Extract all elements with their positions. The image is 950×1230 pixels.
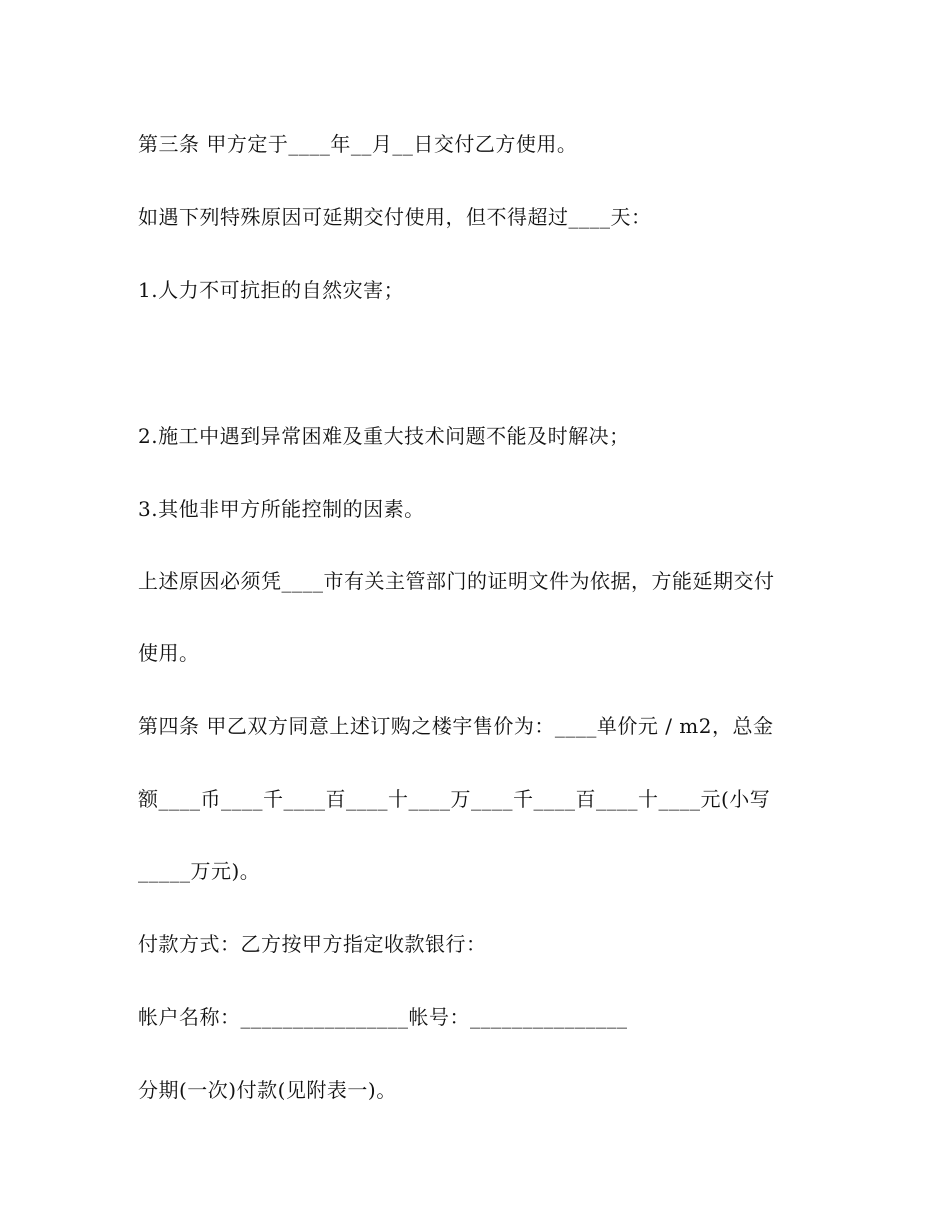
certification-requirement-cont: 使用。 [138, 641, 200, 665]
certification-requirement: 上述原因必须凭____市有关主管部门的证明文件为依据，方能延期交付 [138, 569, 775, 593]
delay-conditions-intro: 如遇下列特殊原因可延期交付使用，但不得超过____天： [138, 205, 652, 229]
delay-reason-2: 2.施工中遇到异常困难及重大技术问题不能及时解决； [138, 424, 630, 448]
installment-note: 分期(一次)付款(见附表一)。 [138, 1078, 397, 1102]
delay-reason-1: 1.人力不可抗拒的自然灾害； [138, 278, 405, 302]
total-amount-line: 额____币____千____百____十____万____千____百____十____元(小写 [138, 787, 771, 811]
total-amount-lowercase: _____万元)。 [138, 859, 261, 883]
delay-reason-3: 3.其他非甲方所能控制的因素。 [138, 497, 425, 521]
payment-method: 付款方式：乙方按甲方指定收款银行： [138, 932, 487, 956]
article-4-price: 第四条 甲乙双方同意上述订购之楼宇售价为：____单价元 / m2，总金 [138, 714, 774, 738]
article-3-delivery-date: 第三条 甲方定于____年__月__日交付乙方使用。 [138, 132, 578, 156]
account-info: 帐户名称：________________帐号：_______________ [138, 1005, 628, 1029]
